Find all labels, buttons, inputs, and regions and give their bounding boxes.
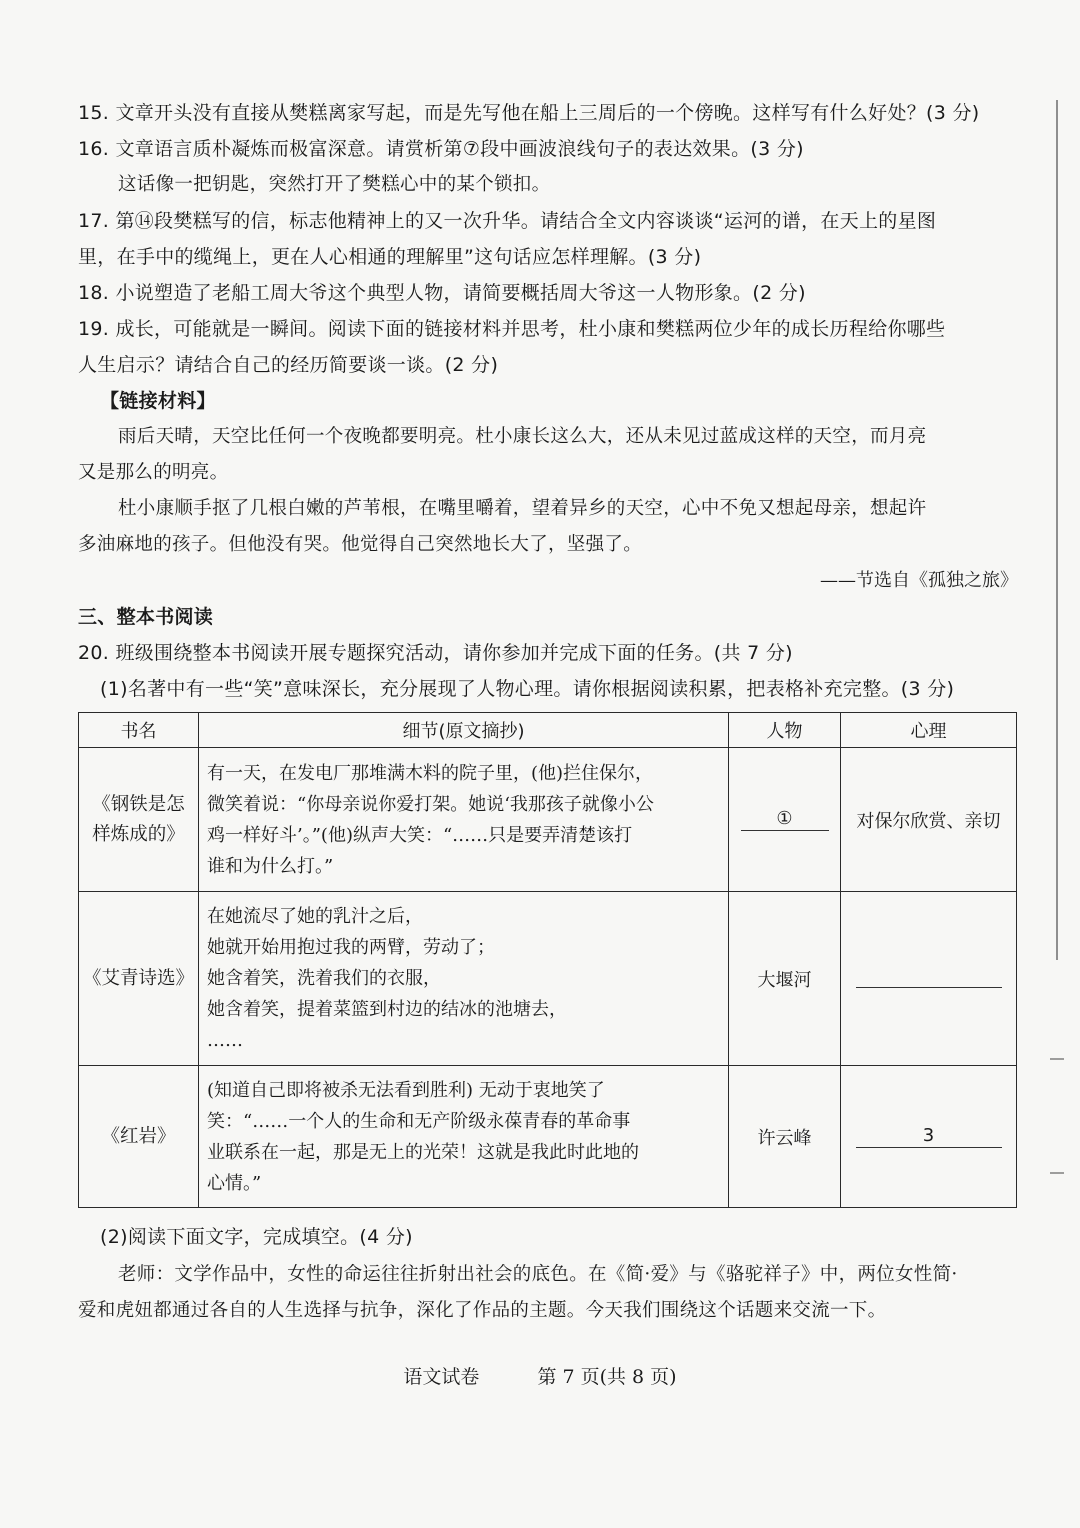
table-row <box>79 748 1017 892</box>
task2-line1: 老师：文学作品中，女性的命运往往折射出社会的底色。在《简·爱》与《骆驼祥子》中，两位女性简· <box>118 1264 958 1285</box>
table-row <box>79 1066 1017 1208</box>
footer-subject: 语文试卷 <box>403 1366 480 1388</box>
detail-line: 笑：“……一个人的生命和无产阶级永葆青春的革命事 <box>207 1110 631 1132</box>
detail-line: …… <box>207 1030 243 1051</box>
detail-cell <box>199 748 729 892</box>
detail-line: (知道自己即将被杀无法看到胜利) 无动于衷地笑了 <box>207 1079 605 1101</box>
book-cell: 《艾青诗选》 <box>79 892 199 1066</box>
header-psychology: 心理 <box>841 713 1017 748</box>
person-cell: 许云峰 <box>729 1066 841 1208</box>
header-book: 书名 <box>79 713 199 748</box>
task2-line2: 爱和虎妞都通过各自的人生选择与抗争，深化了作品的主题。今天我们围绕这个话题来交流一下。 <box>78 1300 887 1321</box>
detail-line: 业联系在一起，那是无上的光荣！这就是我此时此地的 <box>207 1141 639 1163</box>
question-20: 20. 班级围绕整本书阅读开展专题探究活动，请你参加并完成下面的任务。(共 7 分) <box>78 642 793 664</box>
question-19-line2: 人生启示？请结合自己的经历简要谈一谈。(2 分) <box>78 354 499 376</box>
psychology-cell <box>841 892 1017 1066</box>
answer-blank-1[interactable]: ① <box>741 808 829 831</box>
question-15: 15. 文章开头没有直接从樊糕离家写起，而是先写他在船上三周后的一个傍晚。这样写有什么好处？(3 分) <box>78 102 980 124</box>
psychology-cell <box>841 1066 1017 1208</box>
detail-line: 她就开始用抱过我的两臂，劳动了； <box>207 937 495 958</box>
question-17-line1: 17. 第⑭段樊糕写的信，标志他精神上的又一次升华。请结合全文内容谈谈“运河的谱，在天上的星图 <box>78 210 937 232</box>
person-cell: 大堰河 <box>729 892 841 1066</box>
header-detail: 细节(原文摘抄) <box>199 713 729 748</box>
header-person: 人物 <box>729 713 841 748</box>
footer-page-number: 第 7 页(共 8 页) <box>537 1366 677 1388</box>
detail-cell <box>199 892 729 1066</box>
answer-blank-2[interactable] <box>856 965 1002 988</box>
link-material-source: ——节选自《孤独之旅》 <box>820 570 1018 591</box>
question-18: 18. 小说塑造了老船工周大爷这个典型人物，请简要概括周大爷这一人物形象。(2 分) <box>78 282 806 304</box>
link-material-p1-line2: 又是那么的明亮。 <box>78 462 229 483</box>
detail-line: 有一天，在发电厂那堆满木料的院子里，(他)拦住保尔， <box>207 762 654 784</box>
detail-line: 她含着笑，提着菜篮到村边的结冰的池塘去， <box>207 999 567 1020</box>
question-16: 16. 文章语言质朴凝炼而极富深意。请赏析第⑦段中画波浪线句子的表达效果。(3 分) <box>78 138 804 160</box>
person-cell <box>729 748 841 892</box>
link-material-p2-line2: 多油麻地的孩子。但他没有哭。他觉得自己突然地长大了，坚强了。 <box>78 534 643 555</box>
detail-line: 在她流尽了她的乳汁之后， <box>207 906 423 927</box>
link-material-p2-line1: 杜小康顺手抠了几根白嫩的芦苇根，在嘴里嚼着，望着异乡的天空，心中不免又想起母亲，想起许 <box>118 498 927 519</box>
page-footer <box>0 1362 1080 1389</box>
reading-table <box>78 712 1017 1208</box>
question-19-line1: 19. 成长，可能就是一瞬间。阅读下面的链接材料并思考，杜小康和樊糕两位少年的成长历程给你哪些 <box>78 318 946 340</box>
book-cell <box>79 748 199 892</box>
link-material-p1-line1: 雨后天晴，天空比任何一个夜晚都要明亮。杜小康长这么大，还从未见过蓝成这样的天空，而月亮 <box>118 426 927 447</box>
detail-line: 谁和为什么打。” <box>207 855 334 877</box>
question-17-line2: 里，在手中的缆绳上，更在人心相通的理解里”这句话应怎样理解。(3 分) <box>78 246 702 268</box>
detail-line: 心情。” <box>207 1172 262 1194</box>
answer-blank-3[interactable]: 3 <box>856 1125 1002 1148</box>
detail-line: 她含着笑，洗着我们的衣服， <box>207 968 441 989</box>
task2-title: (2)阅读下面文字，完成填空。(4 分) <box>100 1226 413 1248</box>
edge-mark <box>1050 1172 1064 1174</box>
page-edge-line <box>1056 100 1058 960</box>
book-title-line: 样炼成的》 <box>92 823 185 845</box>
detail-cell <box>199 1066 729 1208</box>
book-cell: 《红岩》 <box>79 1066 199 1208</box>
detail-line: 鸡一样好斗’。”(他)纵声大笑：“……只是要弄清楚该打 <box>207 824 633 846</box>
question-20-task1: (1)名著中有一些“笑”意味深长，充分展现了人物心理。请你根据阅读积累，把表格补充完整。(3 分) <box>100 678 955 700</box>
edge-mark <box>1050 1058 1064 1060</box>
book-title-line: 《钢铁是怎 <box>92 793 185 815</box>
link-material-heading: 【链接材料】 <box>100 390 216 412</box>
detail-line: 微笑着说：“你母亲说你爱打架。她说‘我那孩子就像小公 <box>207 793 654 815</box>
table-row <box>79 892 1017 1066</box>
table-header-row <box>79 713 1017 748</box>
question-16-quote: 这话像一把钥匙，突然打开了樊糕心中的某个锁扣。 <box>118 174 551 195</box>
section-3-heading: 三、整本书阅读 <box>78 606 214 628</box>
psychology-cell: 对保尔欣赏、亲切 <box>841 748 1017 892</box>
